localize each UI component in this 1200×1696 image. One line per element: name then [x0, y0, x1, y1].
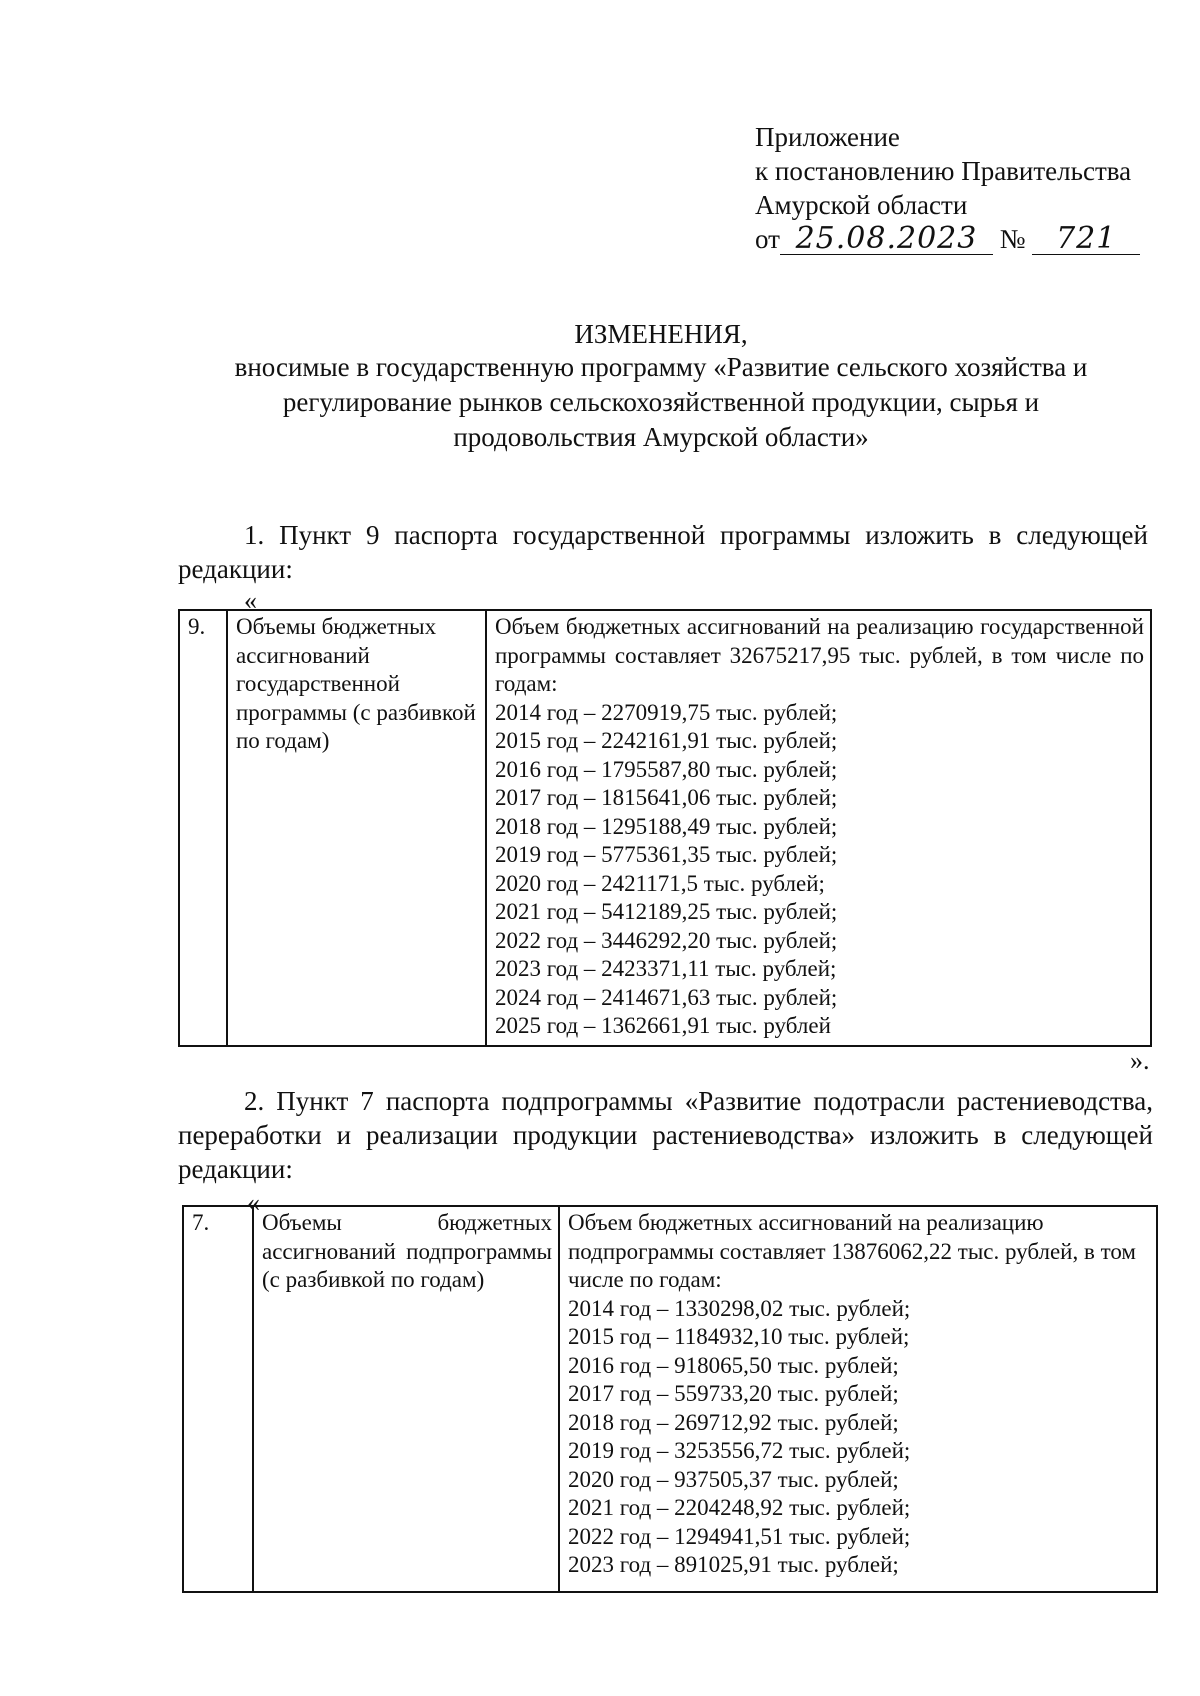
year-line: 2015 год – 1184932,10 тыс. рублей; — [568, 1324, 910, 1349]
table-row — [183, 1206, 1157, 1592]
section2-text: 2. Пункт 7 паспорта подпрограммы «Развитие подотрасли растениеводства, переработки и реализации продукции растениеводства» изложить в следующей редакции: — [178, 1086, 1153, 1184]
section2-quote-open: « — [247, 1188, 260, 1217]
year-line: 2014 год – 1330298,02 тыс. рублей; — [568, 1295, 911, 1321]
item-label: Объемы бюджетных ассигнований подпрограммы (с разбивкой по годам) — [253, 1206, 559, 1592]
item-number: 9. — [179, 610, 227, 1046]
approval-stamp — [755, 120, 1140, 256]
year-line: 2022 год – 1294941,51 тыс. рублей; — [568, 1523, 911, 1549]
section1-quote-open: « — [244, 586, 257, 615]
year-line: 2014 год – 2270919,75 тыс. рублей; — [495, 699, 838, 725]
year-line: 2019 год – 3253556,72 тыс. рублей; — [568, 1438, 911, 1463]
item-label: Объемы бюджетных ассигнований государственной программы (с разбивкой по годам) — [227, 610, 486, 1046]
number-sign: № — [999, 224, 1026, 254]
resolution-ref: к постановлению Правительства — [755, 156, 1132, 186]
handwritten-number: 721 — [1032, 224, 1140, 255]
year-line: 2024 год – 2414671,63 тыс. рублей; — [495, 984, 838, 1010]
year-line: 2016 год – 1795587,80 тыс. рублей; — [495, 756, 838, 782]
year-line: 2017 год – 559733,20 тыс. рублей; — [568, 1381, 899, 1406]
document-subtitle: вносимые в государственную программу «Развитие сельского хозяйства и регулирование рынков сельскохозяйственной продукции, сырья и продовольствия Амурской области» — [234, 352, 1088, 452]
year-line: 2023 год – 891025,91 тыс. рублей; — [568, 1552, 899, 1577]
year-line: 2018 год – 269712,92 тыс. рублей; — [568, 1409, 899, 1435]
year-line: 2018 год – 1295188,49 тыс. рублей; — [495, 813, 838, 839]
date-prefix: от — [755, 224, 780, 254]
item-content — [559, 1206, 1157, 1592]
item-number: 7. — [183, 1206, 253, 1592]
appendix-label: Приложение — [755, 122, 900, 152]
year-line: 2021 год – 5412189,25 тыс. рублей; — [495, 899, 838, 924]
item-content — [486, 610, 1151, 1046]
section1-quote-close: ». — [1130, 1046, 1150, 1075]
year-line: 2025 год – 1362661,91 тыс. рублей — [495, 1013, 831, 1038]
year-line: 2016 год – 918065,50 тыс. рублей; — [568, 1352, 899, 1378]
table-row — [179, 610, 1151, 1046]
budget-intro: Объем бюджетных ассигнований на реализацию подпрограммы составляет 13876062,22 тыс. рублей, в том числе по годам: — [568, 1210, 1136, 1292]
budget-intro: Объем бюджетных ассигнований на реализацию государственной программы составляет 32675217,95 тыс. рублей, в том числе по годам: — [495, 614, 1144, 696]
year-line: 2019 год – 5775361,35 тыс. рублей; — [495, 842, 838, 867]
year-line: 2021 год – 2204248,92 тыс. рублей; — [568, 1495, 911, 1520]
section1-table — [178, 609, 1152, 1047]
year-line: 2023 год – 2423371,11 тыс. рублей; — [495, 956, 837, 981]
year-line: 2020 год – 937505,37 тыс. рублей; — [568, 1466, 899, 1492]
year-line: 2015 год – 2242161,91 тыс. рублей; — [495, 728, 838, 753]
date-number-line — [755, 222, 1140, 256]
section1-text: 1. Пункт 9 паспорта государственной программы изложить в следующей редакции: — [178, 520, 1148, 584]
document-title: ИЗМЕНЕНИЯ, — [574, 319, 748, 349]
section2-table — [182, 1205, 1158, 1593]
year-line: 2022 год – 3446292,20 тыс. рублей; — [495, 927, 838, 953]
region-name: Амурской области — [755, 190, 968, 220]
year-line: 2020 год – 2421171,5 тыс. рублей; — [495, 870, 825, 896]
year-line: 2017 год – 1815641,06 тыс. рублей; — [495, 785, 838, 810]
handwritten-date: 25.08.2023 — [780, 224, 993, 255]
